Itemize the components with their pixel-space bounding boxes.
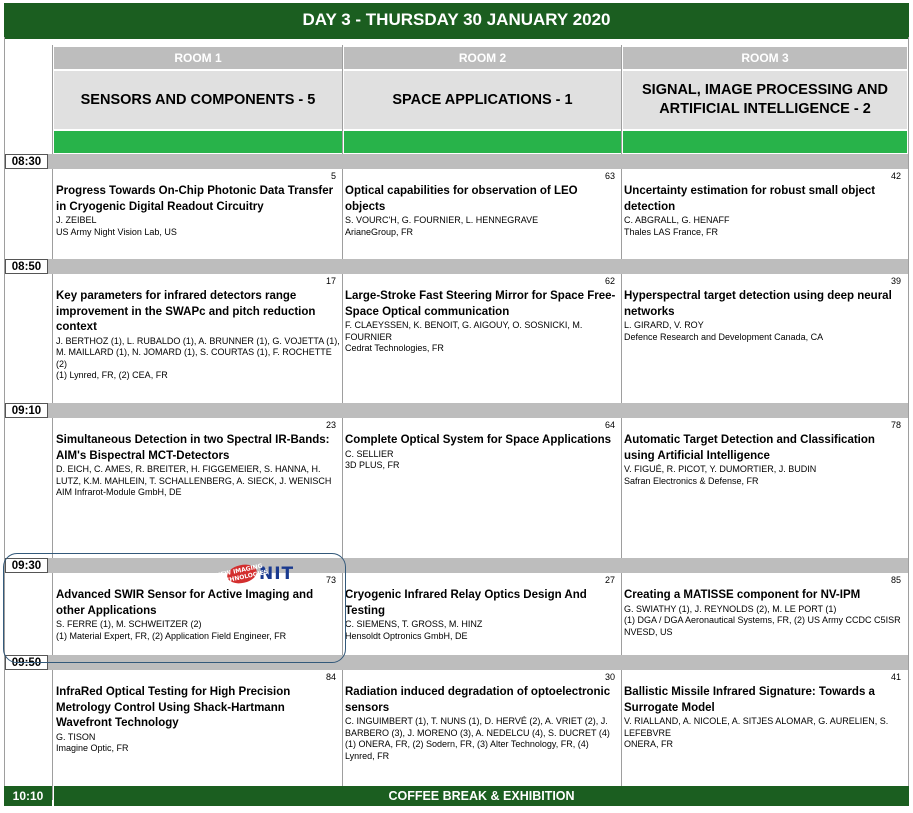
paper-number: 73: [325, 575, 336, 585]
paper-authors: F. CLAEYSSEN, K. BENOIT, G. AIGOUY, O. SOSNICKI, M. FOURNIER: [345, 320, 583, 342]
session-cell[interactable]: [624, 672, 905, 751]
paper-title: Key parameters for infrared detectors range improvement in the SWAPc and pitch reduction context: [56, 290, 316, 333]
time-slot-label: 09:10: [5, 403, 48, 418]
paper-authors: G. SWIATHY (1), J. REYNOLDS (2), M. LE PORT (1): [624, 603, 837, 614]
paper-affiliation: Defence Research and Development Canada, CA: [624, 331, 824, 342]
paper-affiliation: Safran Electronics & Defense, FR: [624, 475, 759, 486]
paper-affiliation: Imagine Optic, FR: [56, 743, 129, 753]
session-cell[interactable]: [56, 276, 340, 382]
session-cell[interactable]: [56, 171, 340, 238]
room-3-track-title: SIGNAL, IMAGE PROCESSING AND ARTIFICIAL INTELLIGENCE - 2: [623, 71, 907, 129]
paper-authors: C. INGUIMBERT (1), T. NUNS (1), D. HERVÉ (2), A. VRIET (2), J. BARBERO (3), J. MORENO (3), A. NEDELCU (4), S. DUCRET (4): [345, 716, 610, 738]
nit-logo-text: NIT: [259, 564, 295, 584]
paper-authors: J. ZEIBEL: [56, 215, 97, 225]
grid-border-left: [4, 37, 5, 804]
paper-title: Hyperspectral target detection using deep neural networks: [624, 290, 892, 318]
paper-authors: G. TISON: [56, 731, 96, 742]
session-cell[interactable]: [56, 420, 340, 499]
room-3-color-band: [623, 131, 907, 153]
paper-title: Uncertainty estimation for robust small object detection: [624, 185, 876, 213]
paper-affiliation: Hensoldt Optronics GmbH, DE: [345, 630, 468, 641]
paper-title: Large-Stroke Fast Steering Mirror for Space Free-Space Optical communication: [345, 290, 616, 318]
session-cell[interactable]: [345, 276, 619, 355]
paper-authors: V. FIGUÉ, R. PICOT, Y. DUMORTIER, J. BUDIN: [624, 464, 817, 474]
session-cell[interactable]: [56, 575, 340, 642]
time-slot-label: 09:50: [5, 655, 48, 670]
paper-title: Advanced SWIR Sensor for Active Imaging and other Applications: [56, 589, 314, 617]
paper-affiliation: Cedrat Technologies, FR: [345, 343, 444, 353]
session-cell[interactable]: [345, 171, 619, 238]
paper-number: 27: [604, 575, 615, 585]
time-separator: [5, 259, 908, 274]
nit-logo: [215, 562, 295, 587]
time-slot-label: 08:30: [5, 154, 48, 169]
coffee-break-bar: COFFEE BREAK & EXHIBITION: [54, 786, 909, 806]
day-header: DAY 3 - THURSDAY 30 JANUARY 2020: [4, 3, 909, 37]
room-2-label: ROOM 2: [344, 47, 621, 69]
paper-authors: C. SIEMENS, T. GROSS, M. HINZ: [345, 619, 483, 629]
header-rule: [4, 37, 909, 39]
paper-number: 64: [604, 420, 615, 430]
paper-title: Simultaneous Detection in two Spectral IR-Bands: AIM's Bispectral MCT-Detectors: [56, 434, 330, 462]
session-cell[interactable]: [624, 276, 905, 343]
paper-authors: C. SELLIER: [345, 448, 394, 459]
paper-affiliation: US Army Night Vision Lab, US: [56, 226, 177, 237]
paper-title: Cryogenic Infrared Relay Optics Design And Testing: [345, 589, 587, 617]
paper-number: 30: [604, 672, 615, 682]
room-2-track-title: SPACE APPLICATIONS - 1: [344, 71, 621, 129]
nit-badge-icon: NEW IMAGING TECHNOLOGIES: [215, 562, 269, 587]
time-separator: [5, 154, 908, 169]
paper-number: 85: [890, 575, 901, 585]
room-1-label: ROOM 1: [54, 47, 342, 69]
session-cell[interactable]: [624, 575, 905, 638]
paper-number: 39: [890, 276, 901, 286]
room-3-label: ROOM 3: [623, 47, 907, 69]
paper-title: Progress Towards On-Chip Photonic Data Transfer in Cryogenic Digital Readout Circuitry: [56, 185, 334, 213]
time-separator: [5, 403, 908, 418]
paper-title: Optical capabilities for observation of LEO objects: [345, 185, 578, 213]
session-cell[interactable]: [345, 575, 619, 642]
paper-affiliation: 3D PLUS, FR: [345, 460, 400, 470]
paper-title: Complete Optical System for Space Applications: [345, 434, 612, 446]
paper-affiliation: ArianeGroup, FR: [345, 226, 414, 237]
paper-title: Creating a MATISSE component for NV-IPM: [624, 589, 861, 601]
paper-authors: V. RIALLAND, A. NICOLE, A. SITJES ALOMAR, G. AURELIEN, S. LEFEBVRE: [624, 716, 889, 738]
paper-authors: L. GIRARD, V. ROY: [624, 320, 704, 330]
paper-title: Ballistic Missile Infrared Signature: Towards a Surrogate Model: [624, 686, 875, 714]
paper-affiliation: AIM Infrarot-Module GmbH, DE: [56, 487, 182, 497]
paper-number: 41: [890, 672, 901, 682]
paper-number: 78: [890, 420, 901, 430]
paper-affiliation: ONERA, FR: [624, 739, 674, 749]
paper-number: 63: [604, 171, 615, 181]
room-2-color-band: [344, 131, 621, 153]
paper-number: 42: [890, 171, 901, 181]
paper-authors: J. BERTHOZ (1), L. RUBALDO (1), A. BRUNNER (1), G. VOJETTA (1), M. MAILLARD (1), N. JOMARD (1), S. COURTAS (1), F. ROCHETTE (2): [56, 335, 340, 369]
session-cell[interactable]: [345, 672, 619, 762]
room-1-color-band: [54, 131, 342, 153]
paper-title: InfraRed Optical Testing for High Precision Metrology Control Using Shack-Hartmann Wavefront Technology: [56, 686, 291, 729]
session-cell[interactable]: [624, 420, 905, 487]
time-slot-label: 09:30: [5, 558, 48, 573]
session-cell[interactable]: [624, 171, 905, 238]
paper-number: 17: [325, 276, 336, 286]
grid-border-right: [908, 37, 909, 804]
paper-number: 23: [325, 420, 336, 430]
paper-authors: S. VOURC'H, G. FOURNIER, L. HENNEGRAVE: [345, 215, 539, 225]
paper-affiliation: (1) Material Expert, FR, (2) Application Field Engineer, FR: [56, 630, 287, 641]
paper-affiliation: (1) ONERA, FR, (2) Sodern, FR, (3) Alter Technology, FR, (4) Lynred, FR: [345, 739, 589, 761]
paper-authors: S. FERRE (1), M. SCHWEITZER (2): [56, 619, 202, 629]
time-separator: [5, 558, 908, 573]
paper-authors: C. ABGRALL, G. HENAFF: [624, 215, 730, 225]
paper-number: 62: [604, 276, 615, 286]
session-cell[interactable]: [345, 420, 619, 472]
paper-affiliation: (1) DGA / DGA Aeronautical Systems, FR, (2) US Army CCDC C5ISR NVESD, US: [624, 615, 901, 637]
paper-authors: D. EICH, C. AMES, R. BREITER, H. FIGGEMEIER, S. HANNA, H. LUTZ, K.M. MAHLEIN, T. SCHALLENBERG, A. SIECK, J. WENISCH: [56, 464, 332, 486]
paper-title: Radiation induced degradation of optoelectronic sensors: [345, 686, 611, 714]
paper-affiliation: (1) Lynred, FR, (2) CEA, FR: [56, 370, 168, 380]
paper-number: 84: [325, 672, 336, 682]
session-cell[interactable]: [56, 672, 340, 755]
time-separator: [5, 655, 908, 670]
break-time-label: 10:10: [4, 786, 52, 806]
paper-affiliation: Thales LAS France, FR: [624, 226, 719, 237]
paper-number: 5: [330, 171, 336, 181]
room-1-track-title: SENSORS AND COMPONENTS - 5: [54, 71, 342, 129]
paper-title: Automatic Target Detection and Classification using Artificial Intelligence: [624, 434, 875, 462]
time-slot-label: 08:50: [5, 259, 48, 274]
